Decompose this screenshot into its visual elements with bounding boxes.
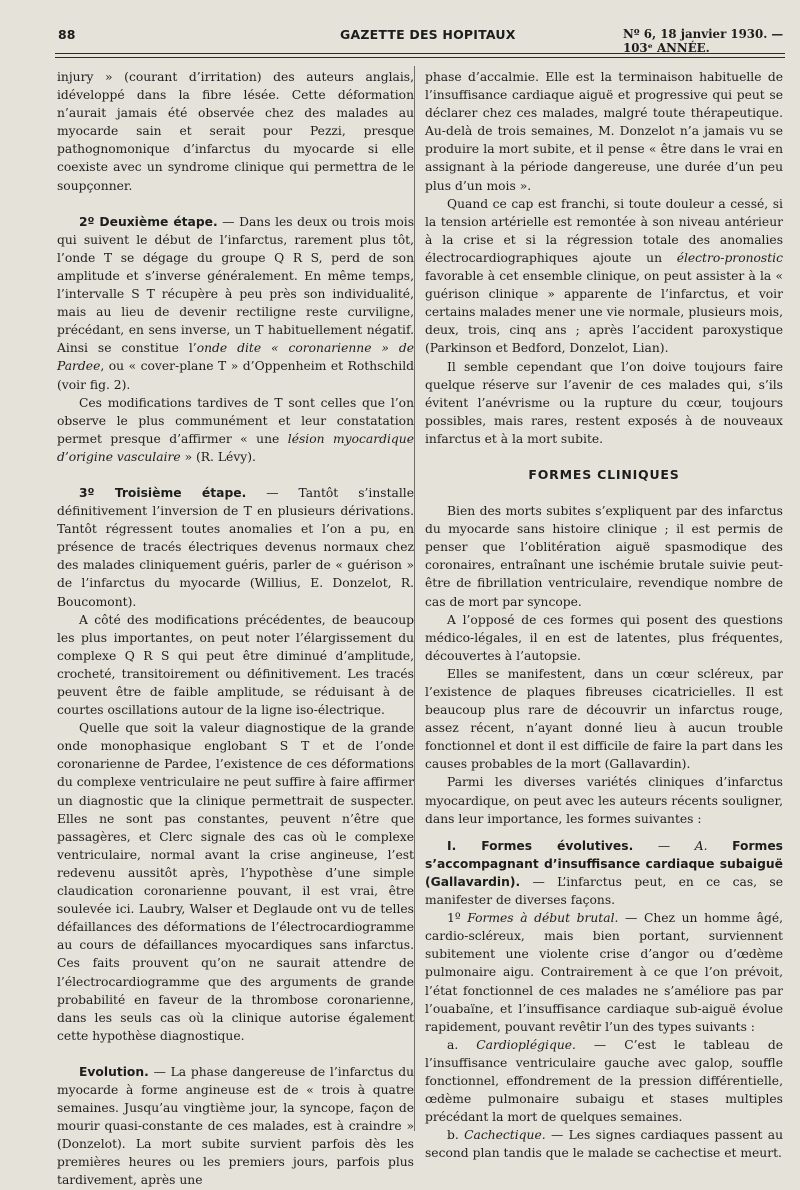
paragraph: A côté des modifications précédentes, de beaucoup les plus importantes, on peut noter l’élargissement du complexe Q R S qui peut être diminué d’amplitude, crocheté, transitoirement ou définitivement. Les tracés peuvent être de faible amplitude, se réduisant à de courtes oscillations autour de la ligne iso-électrique. bbox=[57, 612, 414, 718]
paragraph: Il semble cependant que l’on doive toujours faire quelque réserve sur l’avenir de ces malades qui, s’ils évitent l’anévrisme ou la rupture du cœur, toujours possibles, mais rares, restent exposés à de nouveaux infarctus et à la mort subite. bbox=[425, 359, 783, 446]
paragraph: injury » (courant d’irritation) des auteurs anglais, idéveloppé dans la fibre lésée. Cette déformation n’aurait jamais été observée chez des malades au myocarde sain et serait pour Pezzi, presque pathognomonique d’infarctus du myocarde si elle coexiste avec un syndrome clinique qui permettra de le soupçonner. bbox=[57, 70, 414, 193]
paragraph: phase d’accalmie. Elle est la terminaison habituelle de l’insuffisance cardiaque aiguë et progressive qui peut se déclarer chez ces malades, malgré toute thérapeutique. Au-delà de trois semaines, M. Donzelot n’a jamais vu se produire la mort subite, et il pense « être dans le vrai en assignant à la période dangereuse, une durée d’un peu plus d’un mois ». bbox=[425, 70, 783, 193]
paragraph: a. Cardioplégique. — C’est le tableau de l’insuffisance ventriculaire gauche avec galop, souffle fonctionnel, effondrement de la pression différentielle, œdème pulmonaire subaigu et stases multiples précédant la mort de quelques semaines. bbox=[425, 1037, 783, 1125]
paragraph: 1º Formes à début brutal. — Chez un homme âgé, cardio-scléreux, mais bien portant, surviennent subitement une violente crise d’angor ou d’œdème pulmonaire aigu. Contrairement à ce que l’on prévoit, l’état fonctionnel de ces malades ne s’améliore pas par l’ouabaïne, et l’insuffisance cardiaque sub-aiguë évolue rapidement, pouvant revêtir l’un des types suivants : bbox=[425, 911, 784, 1034]
paragraph: Quand ce cap est franchi, si toute douleur a cessé, si la tension artérielle est remontée à son niveau antérieur à la crise et si la régression totale des anomalies électrocardiographiques ajoute un électro-pronostic favorable à cet ensemble clinique, on peut assister à la « guérison clinique » apparente de l’infarctus, et voir certains malades mener une vie normale, plusieurs mois, deux, trois, cinq ans ; après l’accident paroxystique (Parkinson et Bedford, Donzelot, Lian). bbox=[425, 196, 783, 356]
paragraph: b. Cachectique. — Les signes cardiaques passent au second plan tandis que le malade se cachectise et meurt. bbox=[425, 1128, 783, 1161]
section-run-in-heading: I. Formes évolutives. bbox=[447, 838, 634, 853]
section-run-in-heading: 2º Deuxième étape. bbox=[79, 214, 218, 229]
section-heading: FORMES CLINIQUES bbox=[528, 466, 680, 482]
section-run-in-heading: Evolution. bbox=[79, 1064, 149, 1079]
page-header bbox=[55, 27, 785, 55]
column-divider bbox=[414, 66, 415, 1131]
paragraph-troisieme-etape: 3º Troisième étape. — Tantôt s’installe définitivement l’inversion de T en plusieurs dérivations. Tantôt régressent toutes anomalies et l’on a pu, en présence de tracés électriques devenus normaux chez des malades cliniquement guéris, parler de « guérison » de l’infarctus du myocarde (Willius, E. Donzelot, R. Boucomont). bbox=[57, 485, 414, 609]
right-column bbox=[425, 68, 783, 1162]
paragraph: A l’opposé de ces formes qui posent des questions médico-légales, il en est de latentes, plus fréquentes, découvertes à l’autopsie. bbox=[425, 612, 783, 663]
header-rule bbox=[55, 53, 785, 54]
left-column bbox=[57, 68, 414, 1190]
paragraph: Ces modifications tardives de T sont celles que l’on observe le plus communément et leur constatation permet presque d’affirmer « une lésion myocardique d’origine vasculaire » (R. Lévy). bbox=[57, 395, 414, 464]
paragraph-evolution: Evolution. — La phase dangereuse de l’infarctus du myocarde à forme angineuse est de « trois à quatre semaines. Jusqu’au vingtième jour, la syncope, façon de mourir quasi-constante de ces malades, est à craindre » (Donzelot). La mort subite survient parfois dès les premières heures ou les premiers jours, parfois plus tardivement, après une bbox=[57, 1064, 414, 1188]
page-number: 88 bbox=[58, 27, 76, 42]
paragraph: Quelle que soit la valeur diagnostique de la grande onde monophasique englobant S T et de l’onde coronarienne de Pardee, l’existence de ces déformations du complexe ventriculaire ne peut suffire à faire affirmer un diagnostic que la clinique permettrait de suspecter. Elles ne sont pas constantes, peuvent n’être que passagères, et Clerc signale des cas où le complexe ventriculaire, normal avant la crise angineuse, l’est redevenu aussitôt après, l’hypothèse d’une simple claudication coronarienne pouvant, il est vrai, être soulevée ici. Laubry, Walser et Deglaude ont vu de telles défaillances des déformations de l’électrocardiogramme au cours de défaillances myocardiques sans infarctus. Ces faits prouvent qu’on ne saurait attendre de l’électrocardiogramme que des arguments de grande probabilité en faveur de la thrombose coronarienne, dans les seuls cas où la clinique autorise également cette hypothèse diagnostique. bbox=[57, 721, 414, 1043]
section-run-in-heading: 3º Troisième étape. bbox=[79, 485, 247, 500]
paragraph-formes-evolutives: I. Formes évolutives. — A. Formes s’accompagnant d’insuffisance cardiaque subaiguë (Gallavardin). — L’infarctus peut, en ce cas, se manifester de diverses façons. bbox=[425, 838, 783, 908]
issue-info: Nº 6, 18 janvier 1930. — 103ᵉ ANNÉE. bbox=[623, 27, 784, 55]
journal-title: GAZETTE DES HOPITAUX bbox=[340, 27, 516, 42]
paragraph: Bien des morts subites s’expliquent par des infarctus du myocarde sans histoire clinique ; il est permis de penser que l’oblitération aiguë spasmodique des coronaires, entraînant une ischémie brutale suivie peut-être de fibrillation ventriculaire, revendique nombre de cas de mort par syncope. bbox=[425, 504, 783, 609]
paragraph: Elles se manifestent, dans un cœur scléreux, par l’existence de plaques fibreuses cicatricielles. Il est beaucoup plus rare de découvrir un infarctus rouge, assez récent, n’ayant donné lieu à aucun trouble fonctionnel et dont il est difficile de faire la part dans les causes probables de la mort (Gallavardin). bbox=[425, 666, 783, 772]
paragraph: Parmi les diverses variétés cliniques d’infarctus myocardique, on peut avec les auteurs récents souligner, dans leur importance, les formes suivantes : bbox=[425, 775, 783, 826]
header-rule-double bbox=[55, 57, 785, 58]
paragraph-deuxieme-etape: 2º Deuxième étape. — Dans les deux ou trois mois qui suivent le début de l’infarctus, rarement plus tôt, l’onde T se dégage du groupe Q R S, perd de son amplitude et s’inverse généralement. En même temps, l’intervalle S T récupère à peu près son individualité, mais au lieu de devenir rectiligne reste curviligne, précédant, en sens inverse, un T habituellement négatif. Ainsi se constitue l’onde dite « coronarienne » de Pardee, ou « cover-plane T » d’Oppenheim et Rothschild (voir fig. 2). bbox=[57, 214, 415, 392]
